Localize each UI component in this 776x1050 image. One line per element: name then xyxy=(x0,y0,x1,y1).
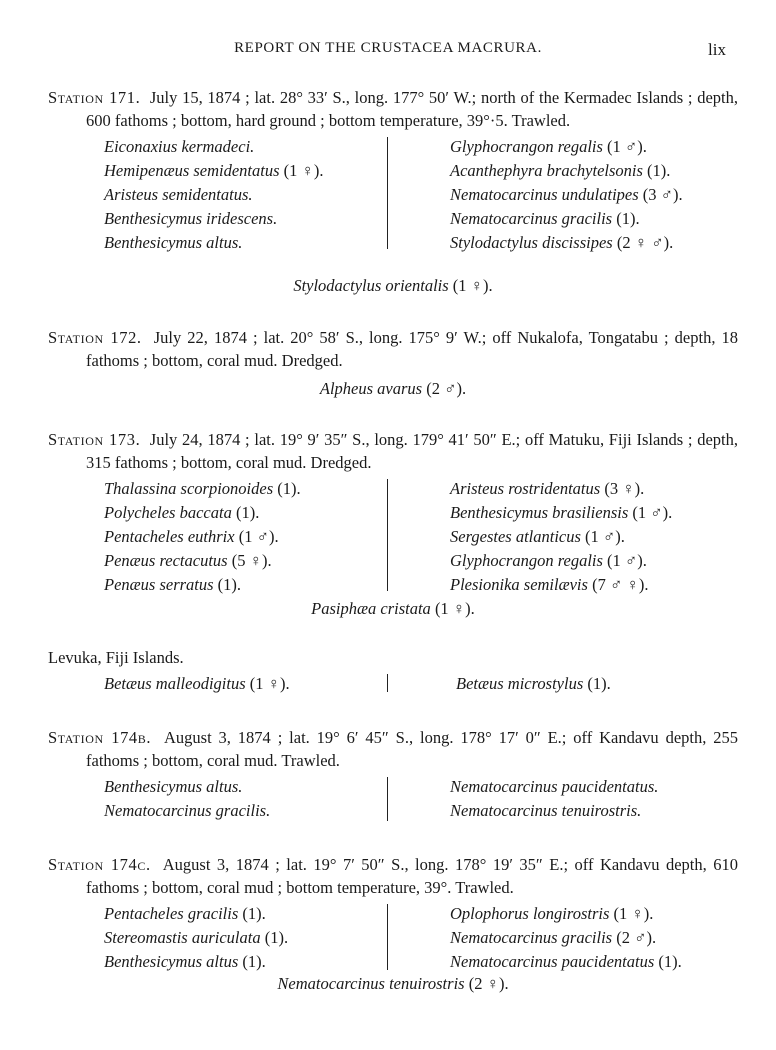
species-entry: Nematocarcinus paucidentatus (1). xyxy=(450,952,682,971)
station-description xyxy=(48,853,738,899)
station-text: July 24, 1874 ; lat. 19° 9′ 35″ S., long. 179° 41′ 50″ E.; off Matuku, Fiji Islands ; depth, 315 fathoms ; bottom, coral mud. Dredged. xyxy=(86,430,738,472)
station-text: July 15, 1874 ; lat. 28° 33′ S., long. 177° 50′ W.; north of the Kermadec Islands ; depth, 600 fathoms ; bottom, hard ground ; bottom temperature, 39°·5. Trawled. xyxy=(86,88,739,130)
station-173 xyxy=(48,428,738,618)
column-divider xyxy=(387,904,388,970)
station-label: Station 174b. xyxy=(48,728,152,747)
species-entry: Nematocarcinus undulatipes (3 ♂). xyxy=(450,185,683,204)
station-171 xyxy=(48,86,739,295)
species-entry: Oplophorus longirostris (1 ♀). xyxy=(450,904,654,923)
species-centered: Stylodactylus orientalis (1 ♀). xyxy=(293,276,493,295)
station-174c xyxy=(48,853,738,993)
species-entry: Pentacheles gracilis (1). xyxy=(104,904,266,923)
species-entry: Nematocarcinus gracilis. xyxy=(104,801,271,820)
species-entry: Plesionika semilævis (7 ♂ ♀). xyxy=(450,575,649,594)
station-text: August 3, 1874 ; lat. 19° 7′ 50″ S., long. 178° 19′ 35″ E.; off Kandavu depth, 610 fathoms ; bottom, coral mud ; bottom temperature, 39°. Trawled. xyxy=(86,855,738,897)
station-172 xyxy=(48,326,738,398)
species-entry: Betæus malleodigitus (1 ♀). xyxy=(104,674,290,693)
species-entry: Acanthephyra brachytelsonis (1). xyxy=(450,161,671,180)
page-header xyxy=(0,40,776,68)
station-text: August 3, 1874 ; lat. 19° 6′ 45″ S., long. 178° 17′ 0″ E.; off Kandavu depth, 255 fathoms ; bottom, coral mud. Trawled. xyxy=(86,728,738,770)
locality-text: Levuka, Fiji Islands. xyxy=(48,648,184,667)
station-label: Station 171. xyxy=(48,88,141,107)
species-entry: Glyphocrangon regalis (1 ♂). xyxy=(450,551,647,570)
species-centered: Pasiphæa cristata (1 ♀). xyxy=(311,599,475,618)
station-text: July 22, 1874 ; lat. 20° 58′ S., long. 175° 9′ W.; off Nukalofa, Tongatabu ; depth, 18 fathoms ; bottom, coral mud. Dredged. xyxy=(86,328,738,370)
species-column-left xyxy=(104,902,288,974)
species-entry: Benthesicymus altus. xyxy=(104,777,243,796)
species-table xyxy=(48,775,738,825)
species-entry: Polycheles baccata (1). xyxy=(104,503,260,522)
station-description xyxy=(48,86,738,132)
species-column-right xyxy=(450,775,658,823)
species-entry: Nematocarcinus paucidentatus. xyxy=(450,777,659,796)
species-column-left xyxy=(104,775,270,823)
species-entry: Pentacheles euthrix (1 ♂). xyxy=(104,527,279,546)
species-column-right xyxy=(450,902,682,974)
species-entry: Penæus rectacutus (5 ♀). xyxy=(104,551,272,570)
species-entry: Benthesicymus iridescens. xyxy=(104,209,278,228)
species-entry: Nematocarcinus tenuirostris. xyxy=(450,801,642,820)
species-table xyxy=(48,477,738,599)
species-column-left xyxy=(104,672,290,696)
station-label: Station 173. xyxy=(48,430,141,449)
column-divider xyxy=(387,674,388,692)
species-entry: Nematocarcinus gracilis (1). xyxy=(450,209,640,228)
species-column-right xyxy=(450,477,672,597)
species-column-right xyxy=(450,135,683,255)
species-table xyxy=(48,672,738,700)
species-entry: Stereomastis auriculata (1). xyxy=(104,928,289,947)
species-entry: Sergestes atlanticus (1 ♂). xyxy=(450,527,625,546)
locality-levuka xyxy=(48,646,738,700)
species-entry: Aristeus rostridentatus (3 ♀). xyxy=(450,479,645,498)
station-description xyxy=(48,726,738,772)
species-centered: Alpheus avarus (2 ♂). xyxy=(319,379,467,398)
species-entry: Eiconaxius kermadeci. xyxy=(104,137,255,156)
species-entry: Penæus serratus (1). xyxy=(104,575,242,594)
species-entry: Benthesicymus altus (1). xyxy=(104,952,266,971)
species-entry: Aristeus semidentatus. xyxy=(104,185,253,204)
species-entry: Benthesicymus altus. xyxy=(104,233,243,252)
column-divider xyxy=(387,137,388,249)
column-divider xyxy=(387,479,388,591)
species-entry: Thalassina scorpionoides (1). xyxy=(104,479,301,498)
station-label: Station 172. xyxy=(48,328,142,347)
species-table xyxy=(48,902,738,976)
station-description xyxy=(48,326,738,372)
species-centered: Nematocarcinus tenuirostris (2 ♀). xyxy=(277,974,509,993)
species-column-right xyxy=(456,672,611,696)
species-column-left xyxy=(104,135,324,255)
station-174b xyxy=(48,726,738,825)
species-entry: Nematocarcinus gracilis (2 ♂). xyxy=(450,928,657,947)
station-label: Station 174c. xyxy=(48,855,151,874)
page-number: lix xyxy=(708,40,726,59)
species-table xyxy=(48,135,738,257)
species-entry: Glyphocrangon regalis (1 ♂). xyxy=(450,137,647,156)
species-entry: Betæus microstylus (1). xyxy=(456,674,611,693)
species-entry: Benthesicymus brasiliensis (1 ♂). xyxy=(450,503,673,522)
species-column-left xyxy=(104,477,301,597)
species-entry: Stylodactylus discissipes (2 ♀ ♂). xyxy=(450,233,674,252)
column-divider xyxy=(387,777,388,821)
species-entry: Hemipenæus semidentatus (1 ♀). xyxy=(104,161,324,180)
running-title: REPORT ON THE CRUSTACEA MACRURA. xyxy=(234,40,542,56)
station-description xyxy=(48,428,738,474)
